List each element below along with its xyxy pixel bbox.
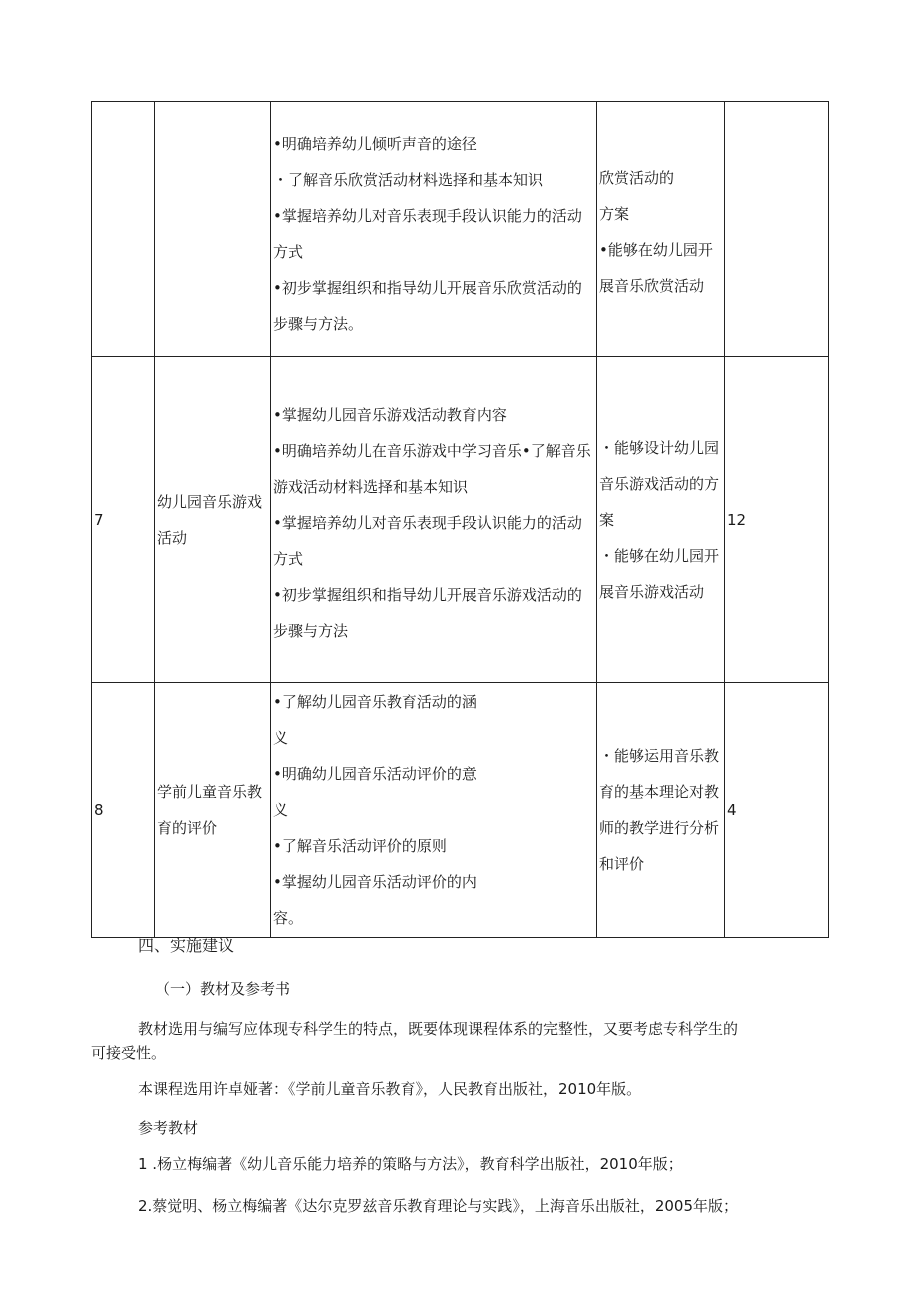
requirement-line: •初步掌握组织和指导幼儿开展音乐欣赏活动的步骤与方法。 xyxy=(273,279,582,333)
reference-item: 1 .杨立梅编著《幼儿音乐能力培养的策略与方法》，教育科学出版社，2010年版； xyxy=(138,1155,683,1173)
requirement-line: 容。 xyxy=(273,909,304,927)
paragraph: 本课程选用许卓娅著：《学前儿童音乐教育》，人民教育出版社，2010年版。 xyxy=(138,1080,642,1098)
requirements-cell xyxy=(271,683,597,938)
paragraph: 参考教材 xyxy=(138,1119,199,1137)
course-content-table xyxy=(91,101,829,938)
requirement-line: •掌握幼儿园音乐游戏活动教育内容 xyxy=(273,405,507,424)
skill-line: ・能够运用音乐教育的基本理论对教师的教学进行分析和评价 xyxy=(599,747,720,873)
unit-name-cell xyxy=(155,102,271,357)
requirement-line: •明确培养幼儿倾听声音的途径 xyxy=(273,135,477,153)
requirement-line: •了解幼儿园音乐教育活动的涵 xyxy=(273,693,477,711)
requirement-line: •了解音乐活动评价的原则 xyxy=(273,837,447,855)
requirement-line: •明确培养幼儿在音乐游戏中学习音乐•了解音乐游戏活动材料选择和基本知识 xyxy=(273,441,591,496)
table-row xyxy=(92,102,829,357)
skill-line: 方案 xyxy=(599,205,630,223)
requirement-line: •初步掌握组织和指导幼儿开展音乐游戏活动的步骤与方法 xyxy=(273,585,582,640)
requirement-line: 义 xyxy=(273,801,289,819)
skill-line: ・能够在幼儿园开展音乐游戏活动 xyxy=(599,546,720,601)
requirement-line: •掌握培养幼儿对音乐表现手段认识能力的活动方式 xyxy=(273,513,582,568)
hours-cell: 12 xyxy=(725,357,829,683)
hours-cell xyxy=(725,102,829,357)
row-number-cell: 8 xyxy=(92,683,155,938)
skills-cell xyxy=(597,102,725,357)
skill-line: ・能够设计幼儿园音乐游戏活动的方案 xyxy=(599,438,720,529)
unit-name: 幼儿园音乐游戏活动 xyxy=(157,492,263,547)
skills-cell xyxy=(597,357,725,683)
requirement-line: •掌握幼儿园音乐活动评价的内 xyxy=(273,873,477,891)
requirement-line: •掌握培养幼儿对音乐表现手段认识能力的活动方式 xyxy=(273,207,582,261)
section-heading: 四、实施建议 xyxy=(138,936,235,955)
paragraph-text: 教材选用与编写应体现专科学生的特点，既要体现课程体系的完整性，又要考虑专科学生的 xyxy=(138,1020,739,1038)
requirement-line: •明确幼儿园音乐活动评价的意 xyxy=(273,765,477,783)
table-row xyxy=(92,683,829,938)
hours-cell: 4 xyxy=(725,683,829,938)
row-number-cell: 7 xyxy=(92,357,155,683)
unit-name: 学前儿童音乐教育的评价 xyxy=(157,783,263,837)
row-number-cell xyxy=(92,102,155,357)
paragraph xyxy=(91,1017,818,1065)
unit-name-cell xyxy=(155,357,271,683)
reference-item: 2.蔡觉明、杨立梅编著《达尔克罗兹音乐教育理论与实践》，上海音乐出版社，2005年版； xyxy=(138,1197,738,1215)
requirements-cell xyxy=(271,357,597,683)
skills-cell xyxy=(597,683,725,938)
subsection-heading: （一）教材及参考书 xyxy=(155,980,291,998)
skill-line: 欣赏活动的 xyxy=(599,169,675,187)
requirements-cell xyxy=(271,102,597,357)
skill-line: •能够在幼儿园开展音乐欣赏活动 xyxy=(599,241,713,295)
table-row xyxy=(92,357,829,683)
unit-name-cell xyxy=(155,683,271,938)
requirement-line: ・了解音乐欣赏活动材料选择和基本知识 xyxy=(273,171,544,189)
requirement-line: 义 xyxy=(273,729,289,747)
paragraph-continuation: 可接受性。 xyxy=(91,1044,167,1062)
